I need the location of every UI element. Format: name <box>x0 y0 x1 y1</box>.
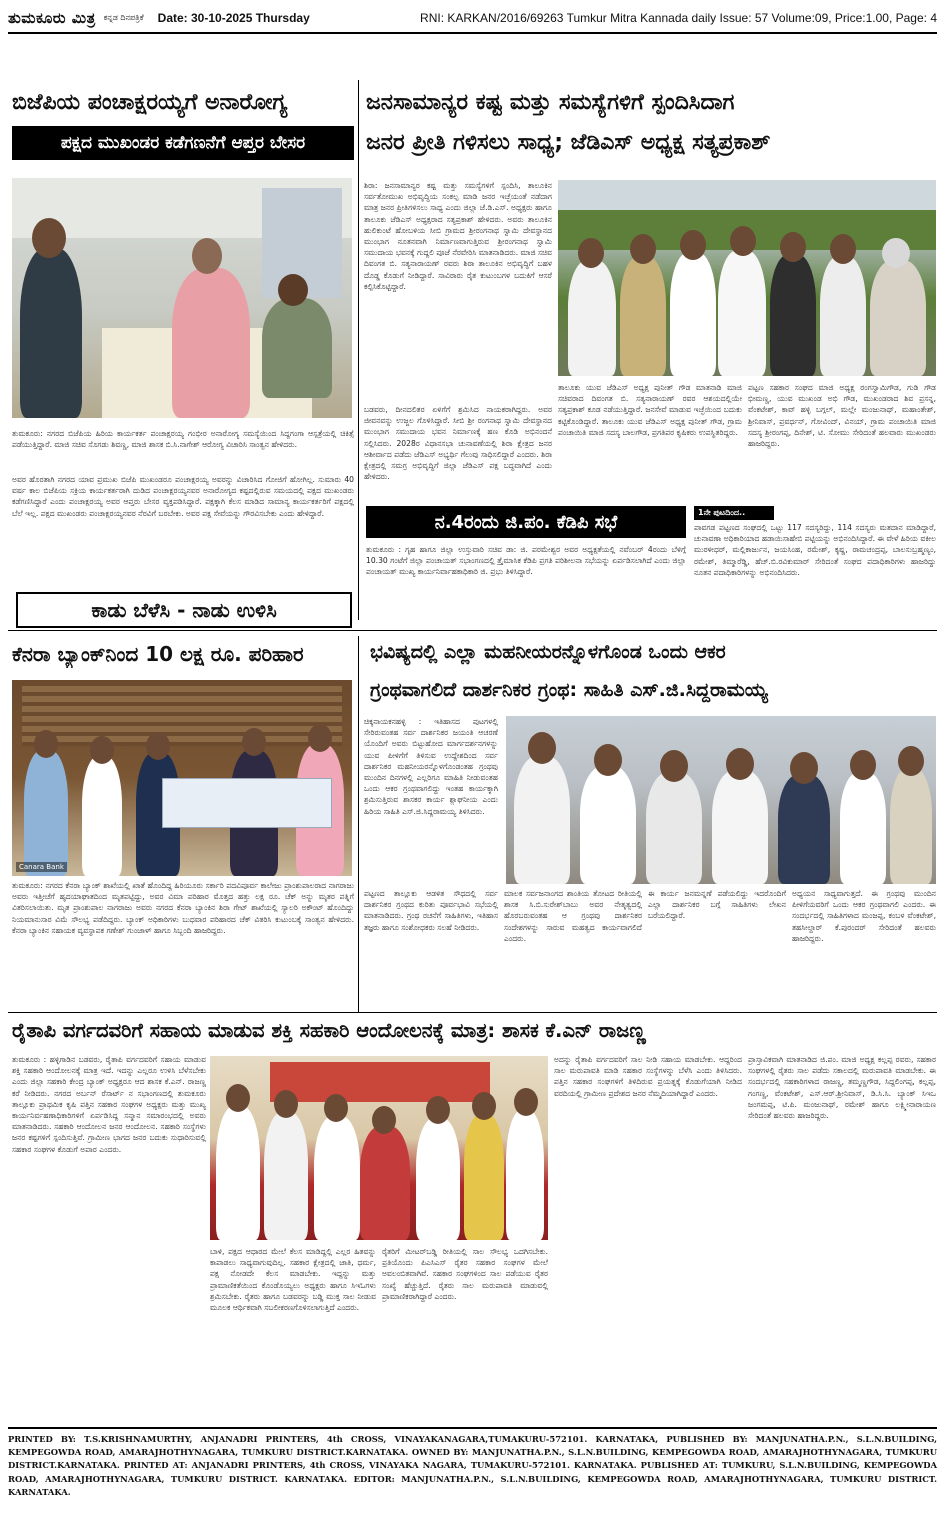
story6-col3: ರೈತರಿಗೆ ಮೀಟರ್‌ಬಡ್ಡಿ ರೀತಿಯಲ್ಲಿ ಸಾಲ ಸೌಲಭ್ಯ ಒದಗಿಸಬೇಕು. ಪ್ರತಿಯೊಂದು ಪಿಎಸಿಎಸ್ ರೈತರ ಸಹಕಾರ ಸಂಘಗಳ ಮೇಲೆ ಅವಲಂಬಿತವಾಗಿವೆ. ಸಹಕಾರ ಸಂಘಗಳಿಂದ ಸಾಲ ಪಡೆಯುವ ರೈತರ ಸಂಖ್ಯೆ ಹೆಚ್ಚುತ್ತಿದೆ. ರೈತರು ಸಾಲ ಮರುಪಾವತಿ ಮಾಡುವಲ್ಲಿ ಪ್ರಾಮಾಣಿಕರಾಗಿದ್ದಾರೆ ಎಂದರು. <box>382 1247 548 1301</box>
story6-col5: ಪ್ರಾಸ್ತಾವಿಕವಾಗಿ ಮಾತನಾಡಿದ ಜಿ.ಪಂ. ಮಾಜಿ ಅಧ್ಯಕ್ಷ ಕಲ್ಲಪ್ಪ ರವರು, ಸಹಕಾರ ಸಂಘಗಳಲ್ಲಿ ರೈತರು ಸಾಲ ಪಡೆದು ಸಕಾಲದಲ್ಲಿ ಮರುಪಾವತಿ ಮಾಡಬೇಕು. ಈ ಸಂದರ್ಭದಲ್ಲಿ ಸಹಕಾರಿಗಳಾದ ರಾಜಣ್ಣ, ತಮ್ಮಣ್ಣಗೌಡ, ಸಿದ್ದಲಿಂಗಪ್ಪ, ಕಲ್ಲಪ್ಪ, ಗಂಗಣ್ಣ, ವೆಂಕಟೇಶ್, ಎಸ್.ಆರ್.ಶ್ರೀನಿವಾಸ್, ಡಿ.ಸಿ.ಸಿ. ಬ್ಯಾಂಕ್ ಸಿಇಒ ಜಂಗಮಪ್ಪ, ಟಿ.ಪಿ. ಮಂಜುನಾಥ್, ರಮೇಶ್ ಹಾಗೂ ಲಕ್ಷ್ಮೀನಾರಾಯಣ ಸೇರಿದಂತೆ ಹಲವರು ಹಾಜರಿದ್ದರು. <box>748 1055 936 1121</box>
issue-meta: RNI: KARKAN/2016/69263 Tumkur Mitra Kannada daily Issue: 57 Volume:09, Price:1.00, Page: 4 <box>420 11 937 25</box>
story2-col3: ತಾಲೂಕು ಯುವ ಜೆಡಿಎಸ್ ಅಧ್ಯಕ್ಷ ಪುನೀತ್ ಗೌಡ ಮಾತನಾಡಿ ಮಾಜಿ ಸಚಿವರಾದ ದಿವಂಗತ ಬಿ. ಸತ್ಯನಾರಾಯಣ್ ರವರ ಆಶಯದಲ್ಲಿಯೇ ಸತ್ಯಪ್ರಕಾಶ್ ಕೂಡ ನಡೆಯುತ್ತಿದ್ದಾರೆ. ಜನಸೇವೆ ಮಾಡುವ ಇಚ್ಛೆಯಿಂದ ಬದುಕು ಕಟ್ಟಿಕೊಂಡಿದ್ದಾರೆ. ತಾಲೂಕು ಯುವ ಜೆಡಿಎಸ್ ಅಧ್ಯಕ್ಷ ಪುನೀತ್ ಗೌಡ, ಗ್ರಾಮ ಪಂಚಾಯಿತಿ ಮಾಜಿ ಸದಸ್ಯ ಬಾಲಗೌಡ, ಪ್ರಗತಿಪರ ಕೃಷಿಕರು ಉಪಸ್ಥಿತರಿದ್ದರು. <box>558 383 742 437</box>
newspaper-subtitle: ಕನ್ನಡ ದಿನಪತ್ರಿಕೆ <box>103 13 144 22</box>
story5-col2: ಪಟ್ಟಣದ ತಾಲ್ಲೂಕು ಆಡಳಿತ ಸೌಧದಲ್ಲಿ ಸರ್ವ ದಾರ್ಶನಿಕರ ಗ್ರಂಥದ ಕುರಿತು ಪೂರ್ವಭಾವಿ ಸಭೆಯಲ್ಲಿ ಮಾತನಾಡಿದರು. ಗ್ರಂಥ ರಚನೆಗೆ ಸಾಹಿತಿಗಳು, ಇತಿಹಾಸ ತಜ್ಞರು ಹಾಗೂ ಸಂಶೋಧಕರು ಸಲಹೆ ನೀಡಿದರು. <box>364 889 498 932</box>
story6-photo <box>210 1056 548 1240</box>
story2-headline-line2: ಜನರ ಪ್ರೀತಿ ಗಳಿಸಲು ಸಾಧ್ಯ; ಜೆಡಿಎಸ್ ಅಧ್ಯಕ್ಷ ಸತ್ಯಪ್ರಕಾಶ್ <box>366 130 771 155</box>
story4-headline: ಕೆನರಾ ಬ್ಯಾಂಕ್‌ನಿಂದ 10 ಲಕ್ಷ ರೂ. ಪರಿಹಾರ <box>12 642 304 666</box>
continued-label: 1ನೇ ಪುಟದಿಂದ.. <box>694 506 774 520</box>
story2-col1: ಶಿರಾ: ಜನಸಾಮಾನ್ಯರ ಕಷ್ಟ ಮತ್ತು ಸಮಸ್ಯೆಗಳಿಗೆ ಸ್ಪಂದಿಸಿ, ತಾಲೂಕಿನ ಸರ್ವತೋಮುಖ ಅಭಿವೃದ್ಧಿಯ ಸಂಕಲ್ಪ ಮಾಡಿ ಜನರ ಇಚ್ಛೆಯಂತೆ ನಡೆದಾಗ ಮಾತ್ರ ಜನರ ಪ್ರೀತಿಗಳಿಸಲು ಸಾಧ್ಯ ಎಂದು ಜಿಲ್ಲಾ ಜೆ.ಡಿ.ಎಸ್. ಅಧ್ಯಕ್ಷರು ಹಾಗೂ ತಾಲೂಕು ಜೆಡಿಎಸ್ ಅಧ್ಯಕ್ಷರಾದ ಸತ್ಯಪ್ರಕಾಶ್ ಹೇಳಿದರು. ಅವರು ತಾಲೂಕಿನ ಹುಲಿಕುಂಟೆ ಹೋಬಳಿಯ ಸೀಬಿ ಗ್ರಾಮದ ಶ್ರೀರಂಗನಾಥ ಸ್ವಾಮಿ ದೇವಸ್ಥಾನದ ಮುಂಭಾಗ ನೂತನವಾಗಿ ನಿರ್ಮಾಣವಾಗುತ್ತಿರುವ ಶ್ರೀರಂಗನಾಥ ಸ್ವಾಮಿ ಸಮುದಾಯ ಭವನಕ್ಕೆ ಗುದ್ದಲಿ ಪೂಜೆ ನೆರವೇರಿಸಿ ಮಾತನಾಡಿದರು. ಮಾಜಿ ಸಚಿವ ದಿವಂಗತ ಬಿ. ಸತ್ಯನಾರಾಯಣ್ ರವರು ಶಿರಾ ತಾಲೂಕಿನ ಅಭಿವೃದ್ಧಿಗೆ ಬಹಳ ದೊಡ್ಡ ಕೊಡುಗೆ ನೀಡಿದ್ದಾರೆ. ಸಾವಿರಾರು ರೈತ ಕುಟುಂಬಗಳ ಬದುಕಿಗೆ ಆಸರೆ ಕಲ್ಪಿಸಿಕೊಟ್ಟಿದ್ದಾರೆ. <box>364 181 552 291</box>
story2-col4: ಪಟ್ಟಣ ಸಹಕಾರ ಸಂಘದ ಮಾಜಿ ಅಧ್ಯಕ್ಷ ರಂಗಸ್ವಾಮಿಗೌಡ, ಗುಡಿ ಗೌಡ ಭೀಮಣ್ಣ, ಯುವ ಮುಖಂಡ ಅಭಿ ಗೌಡ, ಮುಖಂಡರಾದ ಶಿವ ಪ್ರಸನ್ನ, ವೆಂಕಟೇಶ್, ಕಾವ್ ಹಳ್ಳಿ ಬಗ್ಗಲ್, ಮಲ್ಲೇ ಮಂಜುನಾಥ್, ಮಹಾಂತೇಶ್, ಶ್ರೀನಿವಾಸ್, ಪ್ರವರ್ಧನ್, ಗೋವಿಂದ್, ವಿನಯ್, ಗ್ರಾಮ ಪಂಚಾಯಿತಿ ಮಾಜಿ ಸದಸ್ಯ ಶ್ರೀರಂಗಪ್ಪ, ದಿನೇಶ್, ಟಿ. ಸೋಮು ಸೇರಿದಂತೆ ಹಲವಾರು ಮುಖಂಡರು ಹಾಜರಿದ್ದರು. <box>748 383 936 449</box>
story1-caption: ತುಮಕೂರು: ನಗರದ ಬಿಜೆಪಿಯ ಹಿರಿಯ ಕಾರ್ಯಕರ್ತ ಪಂಚಾಕ್ಷರಯ್ಯ ಗಂಭೀರ ಅನಾರೋಗ್ಯ ಸಮಸ್ಯೆಯಿಂದ ಸಿದ್ದಗಂಗಾ ಆಸ್ಪತ್ರೆಯಲ್ಲಿ ಚಿಕಿತ್ಸೆ ಪಡೆಯುತ್ತಿದ್ದಾರೆ. ಮಾಜಿ ಸಚಿವ ಸೊಗಡು ಶಿವಣ್ಣ, ಮಾಜಿ ಶಾಸಕ ಬಿ.ಸಿ.ನಾಗೇಶ್ ಆರೋಗ್ಯ ವಿಚಾರಿಸಿ ಸಾಂತ್ವನ ಹೇಳಿದರು. <box>12 429 354 450</box>
story1-photo <box>12 178 352 418</box>
story6-headline: ರೈತಾಪಿ ವರ್ಗದವರಿಗೆ ಸಹಾಯ ಮಾಡುವ ಶಕ್ತಿ ಸಹಕಾರಿ ಆಂದೋಲನಕ್ಕೆ ಮಾತ್ರ: ಶಾಸಕ ಕೆ.ಎನ್ ರಾಜಣ್ಣ <box>12 1019 646 1042</box>
story5-col3: ಮಾಲಕ ಸರ್ವಜನಾಂಗದ ಶಾಂತಿಯ ತೋಟದ ರೀತಿಯಲ್ಲಿ ಶಾಸಕ ಸಿ.ಬಿ.ಸುರೇಶ್‌ಬಾಬು ಅವರ ನೇತೃತ್ವದಲ್ಲಿ ಹೊರಬರುವಂತಹ ಆ ಗ್ರಂಥವು ದಾರ್ಶನಿಕರ ಸಂದೇಶಗಳನ್ನು ಸಾರುವ ಮಹತ್ವದ ಕಾರ್ಯವಾಗಲಿದೆ ಎಂದರು. <box>504 889 642 943</box>
story6-col1: ತುಮಕೂರು : ಹಳ್ಳಿಗಾಡಿನ ಬಡವರು, ರೈತಾಪಿ ವರ್ಗದವರಿಗೆ ಸಹಾಯ ಮಾಡುವ ಶಕ್ತಿ ಸಹಕಾರಿ ಆಂದೋಲನಕ್ಕೆ ಮಾತ್ರ ಇದೆ. ಇದನ್ನು ಎಲ್ಲರೂ ಉಳಿಸಿ ಬೆಳೆಸಬೇಕು ಎಂದು ಜಿಲ್ಲಾ ಸಹಕಾರಿ ಕೇಂದ್ರ ಬ್ಯಾಂಕ್ ಅಧ್ಯಕ್ಷರೂ ಆದ ಶಾಸಕ ಕೆ.ಎನ್. ರಾಜಣ್ಣ ಕರೆ ನೀಡಿದರು. ನಗರದ ಅರ್ಬನ್ ರೆಸಾರ್ಟ್ ನ ಸಭಾಂಗಣದಲ್ಲಿ ತುಮಕೂರು ತಾಲ್ಲೂಕು ಪ್ರಾಥಮಿಕ ಕೃಷಿ ಪತ್ತಿನ ಸಹಕಾರ ಸಂಘಗಳ ಅಧ್ಯಕ್ಷರು ಮತ್ತು ಮುಖ್ಯ ಕಾರ್ಯನಿರ್ವಹಣಾಧಿಕಾರಿಗಳಿಗೆ ಏರ್ಪಡಿಸಿದ್ದ ಸನ್ಮಾನ ಸಮಾರಂಭದಲ್ಲಿ ಅವರು ಮಾತನಾಡಿದರು. ಸಹಕಾರಿ ಆಂದೋಲನ ಜನರ ಆಂದೋಲನ. ಸಹಕಾರಿ ಸಂಸ್ಥೆಗಳು ಜನರ ಕಷ್ಟಗಳಿಗೆ ಸ್ಪಂದಿಸುತ್ತಿವೆ. ಗ್ರಾಮೀಣ ಭಾಗದ ಜನರ ಬದುಕು ಸುಧಾರಿಸುವಲ್ಲಿ ಸಹಕಾರ ಸಂಘಗಳ ಕೊಡುಗೆ ಅಪಾರ ಎಂದರು. <box>12 1055 206 1154</box>
story3-body: ತುಮಕೂರು : ಗೃಹ ಹಾಗೂ ಜಿಲ್ಲಾ ಉಸ್ತುವಾರಿ ಸಚಿವ ಡಾ: ಜಿ. ಪರಮೇಶ್ವರ ಅವರ ಅಧ್ಯಕ್ಷತೆಯಲ್ಲಿ ನವೆಂಬರ್ 4ರಂದು ಬೆಳಿಗ್ಗೆ 10.30 ಗಂಟೆಗೆ ಜಿಲ್ಲಾ ಪಂಚಾಯತ್ ಸಭಾಂಗಣದಲ್ಲಿ ತ್ರೈಮಾಸಿಕ ಕೆಡಿಪಿ ಪ್ರಗತಿ ಪರಿಶೀಲನಾ ಸಭೆಯನ್ನು ಏರ್ಪಡಿಸಲಾಗಿದೆ ಎಂದು ಜಿಲ್ಲಾ ಪಂಚಾಯತ್ ಮುಖ್ಯ ಕಾರ್ಯನಿರ್ವಾಹಕಾಧಿಕಾರಿ ಜಿ. ಪ್ರಭು ತಿಳಿಸಿದ್ದಾರೆ. <box>366 545 686 577</box>
story6-col2: ಬಾಳಿ, ಪಕ್ಷದ ಆಧಾರದ ಮೇಲೆ ಕೆಲಸ ಮಾಡಿದ್ದಲ್ಲಿ ಎಲ್ಲರ ಹಿತವನ್ನು ಕಾಪಾಡಲು ಸಾಧ್ಯವಾಗುವುದಿಲ್ಲ. ಸಹಕಾರ ಕ್ಷೇತ್ರದಲ್ಲಿ ಜಾತಿ, ಧರ್ಮ, ಪಕ್ಷ ನೋಡದೇ ಕೆಲಸ ಮಾಡಬೇಕು. ಇದ್ದನ್ನು ಮತ್ತು ಪ್ರಾಮಾಣಿಕತೆಯಿಂದ ಕೊಂಡೊಯ್ಯಲು ಅಧ್ಯಕ್ಷರು ಹಾಗೂ ಸಿಇಓಗಳು ಶ್ರಮಿಸಬೇಕು. ರೈತರು ಹಾಗೂ ಬಡವರನ್ನು ಬಡ್ಡಿ ಮುಕ್ತ ಸಾಲ ನೀಡುವ ಮೂಲಕ ಆರ್ಥಿಕವಾಗಿ ಸಬಲೀಕರಣಗೊಳಿಸಲಾಗುತ್ತಿದೆ ಎಂದರು. <box>210 1247 376 1313</box>
story4-photo <box>12 680 352 876</box>
story5-col1: ಚಿಕ್ಕನಾಯಕನಹಳ್ಳಿ : ಇತಿಹಾಸದ ಪುಟಗಳಲ್ಲಿ ಸೇರಿರುವಂತಹ ಸರ್ವ ದಾರ್ಶನಿಕರ ಜಯಂತಿ ಆಚರಣೆ ಯೊಂದಿಗೆ ಅವರು ಬಿಟ್ಟುಹೋದ ಮಾರ್ಗದರ್ಶನಗಳನ್ನು ಯುವ ಪೀಳಿಗೆಗೆ ತಿಳಿಸುವ ಉದ್ದೇಶದಿಂದ ಸರ್ವ ದಾರ್ಶನಿಕರ ಮಹನೀಯರನ್ನೊಳಗೊಂಡಂತಹ ಗ್ರಂಥವು ಮುಂದಿನ ದಿನಗಳಲ್ಲಿ ಎಲ್ಲರಿಗೂ ಮಾಹಿತಿ ನೀಡುವಂತಹ ಒಂದು ಆಕರ ಗ್ರಂಥವಾಗಲಿದ್ದು ಇಂತಹ ಕಾರ್ಯಕ್ಕಾಗಿ ಶ್ರಮಿಸುತ್ತಿರುವ ಶಾಸಕರ ಕಾರ್ಯ ಶ್ಲಾಘನೀಯ ಎಂದು ಹಿರಿಯ ಸಾಹಿತಿ ಎಸ್.ಜಿ.ಸಿದ್ದರಾಮಯ್ಯ ತಿಳಿಸಿದರು. <box>364 717 498 816</box>
story5-col4: ಈ ಕಾರ್ಯ ಜನಮನ್ನಣೆ ಪಡೆಯಲಿದ್ದು ಇದರೊಂದಿಗೆ ಎಲ್ಲಾ ದಾರ್ಶನಿಕರ ಬಗ್ಗೆ ಸಾಹಿತಿಗಳು ಲೇಖನ ಬರೆಯಲಿದ್ದಾರೆ. <box>648 889 786 921</box>
story4-body: ತುಮಕೂರು: ನಗರದ ಕೆನರಾ ಬ್ಯಾಂಕ್ ಶಾಖೆಯಲ್ಲಿ ಖಾತೆ ಹೊಂದಿದ್ದ ಹಿರಿಯೂರು ಸರ್ಕಾರಿ ಪದವಿಪೂರ್ವ ಕಾಲೇಜು ಪ್ರಾಂಶುಪಾಲರಾದ ನಾಗರಾಜು ಅವರು ಇತ್ತೀಚೆಗೆ ಹೃದಯಾಘಾತದಿಂದ ಮೃತಪಟ್ಟಿದ್ದು, ಅವರ ವಿಮಾ ಪರಿಹಾರ ಮೊತ್ತದ ಹತ್ತು ಲಕ್ಷ ರೂ. ಚೆಕ್ ಅನ್ನು ಮೃತರ ಪತ್ನಿಗೆ ವಿತರಿಸಲಾಯಿತು. ಮೃತ ಪ್ರಾಂಶುಪಾಲ ನಾಗರಾಜು ಅವರು ನಗರದ ಕೆನರಾ ಬ್ಯಾಂಕಿನ ಶಿರಾ ಗೇಟ್ ಶಾಖೆಯಲ್ಲಿ ಸ್ಯಾಲರಿ ಅಕೌಂಟ್ ಹೊಂದಿದ್ದು ನಿಯಮಾನುಸಾರ ವಿಮೆ ಸೌಲಭ್ಯ ಪಡೆದಿದ್ದರು. ಬ್ಯಾಂಕ್ ಅಧಿಕಾರಿಗಳು ಬುಧವಾರ ಪರಿಹಾರದ ಚೆಕ್ ವಿತರಿಸಿ ಕುಟುಂಬಕ್ಕೆ ಸಾಂತ್ವನ ಹೇಳಿದರು. ಕೆನರಾ ಬ್ಯಾಂಕಿನ ಸಹಾಯಕ ವ್ಯವಸ್ಥಾಪಕ ಗಣೇಶ್ ಗುಂಜಾಳ್ ಹಾಗೂ ಸಿಬ್ಬಂದಿ ಹಾಜರಿದ್ದರು. <box>12 881 354 935</box>
story6-col4: ಅದನ್ನು ರೈತಾಪಿ ವರ್ಗದವರಿಗೆ ಸಾಲ ನೀಡಿ ಸಹಾಯ ಮಾಡಬೇಕು. ಆದ್ದರಿಂದ ಸಾಲ ಮರುಪಾವತಿ ಮಾಡಿ ಸಹಕಾರ ಸಂಸ್ಥೆಗಳನ್ನು ಬೆಳೆಸಿ ಎಂದು ತಿಳಿಸಿದರು. ಪತ್ತಿನ ಸಹಕಾರ ಸಂಘಗಳಿಗೆ ತಿಳಿದಿರುವ ಪ್ರಯತ್ನಕ್ಕೆ ಕೊಡುಗೆಯಾಗಿ ನೀಡಿದ ವರದಿಯಲ್ಲಿ ಗ್ರಾಮೀಣ ಪ್ರದೇಶದ ಜನರ ನೆಮ್ಮದಿಯಾಗಿದ್ದಾರೆ ಎಂದರು. <box>554 1055 742 1098</box>
story1-body: ಅವರ ಹೊರತಾಗಿ ನಗರದ ಯಾವ ಪ್ರಮುಖ ಬಿಜೆಪಿ ಮುಖಂಡರೂ ಪಂಚಾಕ್ಷರಯ್ಯ ಅವರನ್ನು ವಿಚಾರಿಸಿದ ಗೋಜಿಗೆ ಹೋಗಿಲ್ಲ. ಸುಮಾರು 40 ವರ್ಷ ಕಾಲ ಬಿಜೆಪಿಯ ಸಕ್ರಿಯ ಕಾರ್ಯಕರ್ತರಾಗಿ ದುಡಿದ ಪಂಚಾಕ್ಷರಯ್ಯನವರ ಅನಾರೋಗ್ಯದ ಕಷ್ಟದಲ್ಲಿರುವ ಸಮಯದಲ್ಲಿ ಪಕ್ಷದ ಮುಖಂಡರು ಕಡೆಗಣಿಸಿದ್ದಾರೆ ಎಂದು ಪಂಚಾಕ್ಷರಯ್ಯ ಅವರ ಆಪ್ತರು ಬೇಸರ ವ್ಯಕ್ತಪಡಿಸಿದ್ದಾರೆ. ಪಕ್ಷಕ್ಕಾಗಿ ಕೆಲಸ ಮಾಡಿದ ಸಾಮಾನ್ಯ ಕಾರ್ಯಕರ್ತರಿಗೆ ಪಕ್ಷದಲ್ಲಿ ಬೆಲೆ ಇಲ್ಲ. ಪಕ್ಷದ ಮುಖಂಡರು ಪಂಚಾಕ್ಷರಯ್ಯನವರ ನೆರವಿಗೆ ಬರಬೇಕು. ಅವರ ಪಕ್ಷ ಸೇವೆಯನ್ನು ಗೌರವಿಸಬೇಕು ಎಂದು ಹೇಳಿದ್ದಾರೆ. <box>12 475 354 518</box>
story1-subhead: ಪಕ್ಷದ ಮುಖಂಡರ ಕಡೆಗಣನೆಗೆ ಆಪ್ತರ ಬೇಸರ <box>12 126 354 160</box>
story2-headline-line1: ಜನಸಾಮಾನ್ಯರ ಕಷ್ಟ ಮತ್ತು ಸಮಸ್ಯೆಗಳಿಗೆ ಸ್ಪಂದಿಸಿದಾಗ <box>366 90 735 115</box>
story2-photo <box>558 180 936 376</box>
story5-photo <box>506 716 936 884</box>
story5-headline-line2: ಗ್ರಂಥವಾಗಲಿದೆ ದಾರ್ಶನಿಕರ ಗ್ರಂಥ: ಸಾಹಿತಿ ಎಸ್.ಜಿ.ಸಿದ್ದರಾಮಯ್ಯ <box>370 679 768 701</box>
story5-headline-line1: ಭವಿಷ್ಯದಲ್ಲಿ ಎಲ್ಲಾ ಮಹನೀಯರನ್ನೊಳಗೊಂಡ ಒಂದು ಆಕರ <box>370 641 726 663</box>
slogan-box: ಕಾಡು ಬೆಳೆಸಿ - ನಾಡು ಉಳಿಸಿ <box>16 592 352 628</box>
story2-col2: ಬಡವರು, ದೀನದಲಿತರ ಏಳಿಗೆಗೆ ಶ್ರಮಿಸಿದ ನಾಯಕರಾಗಿದ್ದರು. ಅವರ ಜೀವನವನ್ನು ಉಜ್ಜಲ ಗೊಳಿಸಿದ್ದಾರೆ. ಸೀಬಿ ಶ್ರೀ ರಂಗನಾಥ ಸ್ವಾಮಿ ದೇವಸ್ಥಾನದ ಮುಂಭಾಗ ಸಮುದಾಯ ಭವನ ನಿರ್ಮಾಣಕ್ಕೆ ಹಣ ಕೊಡಿ ಅಭಿನಂದನೆ ಸಲ್ಲಿಸಿದರು. 2028ರ ವಿಧಾನಸಭಾ ಚುನಾವಣೆಯಲ್ಲಿ ಶಿರಾ ಕ್ಷೇತ್ರದ ಜನರ ಆಶೀರ್ವಾದ ಪಡೆದು ಜೆಡಿಎಸ್ ಅಭ್ಯರ್ಥಿ ಗೆಲುವು ಸಾಧಿಸಲಿದ್ದಾರೆ ಎಂದರು. ಶಿರಾ ಕ್ಷೇತ್ರದಲ್ಲಿ ಸಮಗ್ರ ಅಭಿವೃದ್ಧಿಗೆ ಜಿಲ್ಲಾ ಜೆಡಿಎಸ್ ಪಕ್ಷ ಬದ್ಧವಾಗಿದೆ ಎಂದು ಹೇಳಿದರು. <box>364 405 552 482</box>
newspaper-title: ತುಮಕೂರು ಮಿತ್ರ <box>8 9 96 27</box>
story1-headline: ಬಿಜೆಪಿಯ ಪಂಚಾಕ್ಷರಯ್ಯಗೆ ಅನಾರೋಗ್ಯ <box>12 90 288 115</box>
masthead <box>8 4 937 34</box>
continued-body: ಪಾವಗಡ ಪಟ್ಟಣದ ಸಂಘದಲ್ಲಿ ಒಟ್ಟು 117 ಸದಸ್ಯರಿದ್ದು, 114 ಸದಸ್ಯರು ಮತದಾನ ಮಾಡಿದ್ದಾರೆ, ಚುನಾವಣಾ ಅಧಿಕಾರಿಯಾದ ಹಡಾಯಿಸಾಹೇಬಿ ಪಟ್ಟಿಯನ್ನು ಅಭಿನಂದಿಸಿದ್ದಾರೆ. ಈ ವೇಳೆ ಹಿರಿಯ ವಕೀಲ ಮುರಳೀಧರ್, ಮಲ್ಲಿಕಾರ್ಜುನ, ಜಯಸಿಂಹ, ರಮೇಶ್, ಕೃಷ್ಣ, ರಾಮಚಂದ್ರಪ್ಪ, ಬಾಲಸುಬ್ರಹ್ಮಣ್ಯಂ, ರಮೇಶ್, ತಿಮ್ಮಾರೆಡ್ಡಿ, ಹೆಚ್.ಬಿ.ರವಿಕುಮಾರ್ ಸೇರಿದಂತೆ ಸಂಘದ ಪದಾಧಿಕಾರಿಗಳು ಹಾಜರಿದ್ದು ನೂತನ ಪದಾಧಿಕಾರಿಗಳನ್ನು ಅಭಿನಂದಿಸಿದರು. <box>694 523 936 577</box>
story4-photo-caption: Canara Bank <box>16 862 67 872</box>
imprint-footer: PRINTED BY: T.S.KRISHNAMURTHY, ANJANADRI PRINTERS, 4th CROSS, VINAYAKANAGARA,TUMAKURU-572101. KARNATAKA, PUBLISHED BY: MANJUNATHA.P.N., S.L.N.BUILDING, KEMPEGOWDA ROAD, AMARAJHOTHYNAGARA, TUMKURU DISTRICT.KARNATAKA. OWNED BY: MANJUNATHA.P.N., S.L.N.BUILDING, KEMPEGOWDA ROAD, AMARAJHOTHYNAGARA, TUMKURU DISTRICT.KARNATAKA. PRINTED AT: ANJANADRI PRINTERS, 4th CROSS, VINAYAKA NAGARA, TUMAKURU-572101. KARNATAKA. PUBLISHED AT: TUMKURU, S.L.N.BUILDING, KEMPEGOWDA ROAD, AMARAJHOTHYNAGARA, TUMKURU DISTRICT. KARNATAKA. EDITOR: MANJUNATHA.P.N., S.L.N.BUILDING, KEMPEGOWDA ROAD, AMARAJHOTHYNAGARA, TUMKURU DISTRICT. KARNATAKA. <box>8 1427 937 1499</box>
story5-col5: ಅಧ್ಯಯನ ಸಾಧ್ಯವಾಗುತ್ತದೆ. ಈ ಗ್ರಂಥವು ಮುಂದಿನ ಪೀಳಿಗೆಯವರಿಗೆ ಒಂದು ಆಕರ ಗ್ರಂಥವಾಗಲಿ ಎಂದರು. ಈ ಸಂದರ್ಭದಲ್ಲಿ ಸಾಹಿತಿಗಳಾದ ಮಂಜಪ್ಪ, ಕಂಬಳ ವೆಂಕಟೇಶ್, ತಹಸೀಲ್ದಾರ್ ಕೆ.ಪುರಂದರ್ ಸೇರಿದಂತೆ ಹಲವರು ಹಾಜರಿದ್ದರು. <box>792 889 936 943</box>
issue-date: Date: 30-10-2025 Thursday <box>157 11 310 25</box>
story3-headline: ನ.4ರಂದು ಜಿ.ಪಂ. ಕೆಡಿಪಿ ಸಭೆ <box>366 506 686 538</box>
